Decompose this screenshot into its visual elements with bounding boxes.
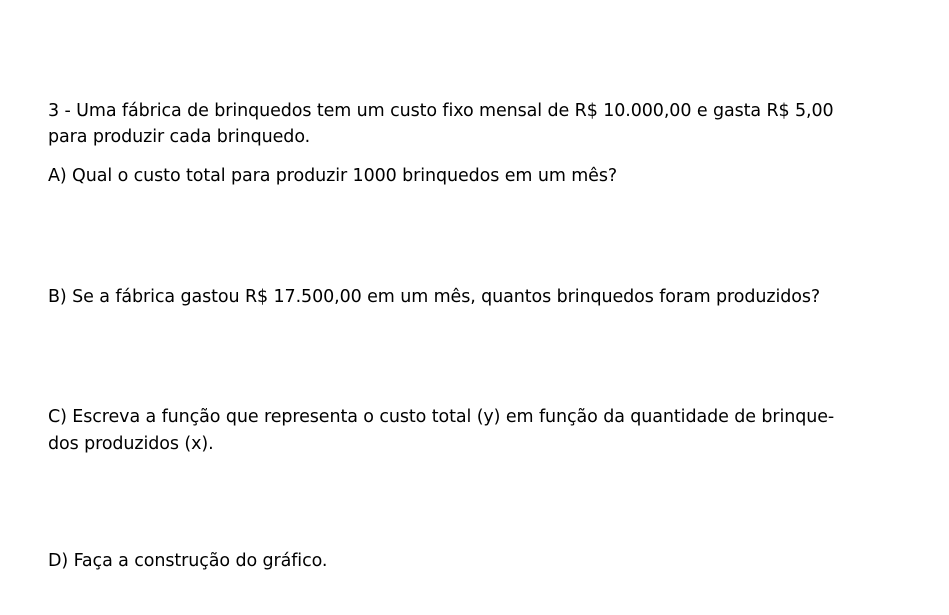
item-d-question: D) Faça a construção do gráfico. — [48, 551, 328, 571]
item-c-question-line-2: dos produzidos (x). — [48, 434, 214, 454]
item-b-question: B) Se a fábrica gastou R$ 17.500,00 em um mês, quantos brinquedos foram produzidos? — [48, 287, 821, 307]
question-statement-line-2: para produzir cada brinquedo. — [48, 127, 311, 147]
question-statement-line-1: 3 - Uma fábrica de brinquedos tem um custo fixo mensal de R$ 10.000,00 e gasta R$ 5,00 — [48, 101, 834, 121]
item-c-question-line-1: C) Escreva a função que representa o custo total (y) em função da quantidade de brinque- — [48, 407, 835, 427]
item-a-question: A) Qual o custo total para produzir 1000 brinquedos em um mês? — [48, 166, 618, 186]
